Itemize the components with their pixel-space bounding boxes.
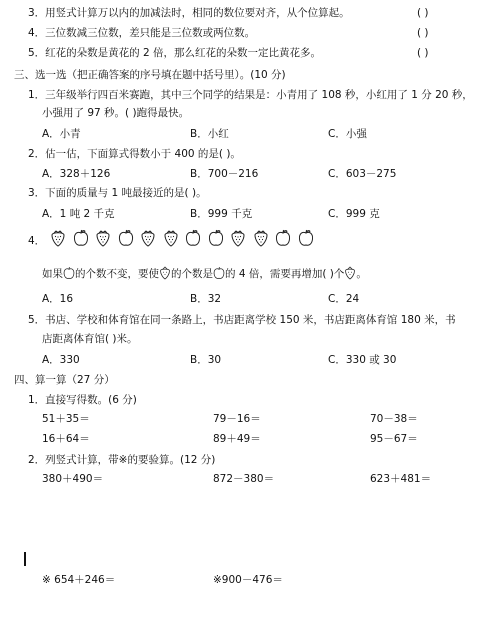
apple-icon [208,229,224,247]
apple-icon [118,229,134,247]
mc-q5-line2: 店距离体育馆( )米。 [42,333,138,345]
mc-q2-option-a[interactable]: A．328＋126 [42,168,111,180]
calc-q2-title: 2．列竖式计算，带※的要验算。(12 分) [28,454,216,466]
apple-icon [63,266,75,280]
apple-icon [275,229,291,247]
strawberry-icon [253,229,269,247]
tf-q3: 3．用竖式计算万以内的加减法时，相同的数位要对齐，从个位算起。 [28,7,350,19]
mc-q2-option-b[interactable]: B．700－216 [190,168,259,180]
calc-item[interactable]: 95－67＝ [370,433,418,445]
mc-q1-line2: 小强用了 97 秒。( )跑得最快。 [42,107,190,119]
vertical-calc-item[interactable]: 623＋481＝ [370,473,432,485]
mc-q3-option-c[interactable]: C．999 克 [328,208,380,220]
stem-part-3: 的个数是 [171,268,213,280]
mc-q5-option-b[interactable]: B．30 [190,354,222,366]
apple-icon [213,266,225,280]
apple-icon [73,229,89,247]
tf-q4-paren[interactable]: ( ) [417,27,429,39]
mc-q4-label: 4． [28,235,46,247]
mc-q3-option-a[interactable]: A．1 吨 2 千克 [42,208,115,220]
mc-q2-stem: 2．估一估，下面算式得数小于 400 的是( )。 [28,148,241,160]
mc-q4-option-c[interactable]: C．24 [328,293,360,305]
mc-q1-option-a[interactable]: A．小青 [42,128,81,140]
mc-q4-option-b[interactable]: B．32 [190,293,222,305]
calc-q1-title: 1．直接写得数。(6 分) [28,394,137,406]
calc-item[interactable]: 51＋35＝ [42,413,90,425]
vertical-calc-item[interactable]: 872－380＝ [213,473,275,485]
stem-part-4: 的 4 倍，需要再增加( )个 [225,268,345,280]
stem-part-2: 的个数不变，要使 [75,268,159,280]
strawberry-icon [230,229,246,247]
strawberry-icon [50,229,66,247]
vertical-calc-item[interactable]: 380＋490＝ [42,473,104,485]
stem-part-5: 。 [356,268,367,280]
tf-q4: 4．三位数减三位数，差只能是三位数或两位数。 [28,27,256,39]
tf-q3-paren[interactable]: ( ) [417,7,429,19]
tf-q5-paren[interactable]: ( ) [417,47,429,59]
strawberry-icon [344,266,356,280]
strawberry-icon [95,229,111,247]
mc-q4-stem [42,266,367,281]
section3-heading: 三、选一选（把正确答案的序号填在题中括号里）。(10 分) [14,69,286,81]
mc-q1-option-b[interactable]: B．小红 [190,128,229,140]
mc-q1-option-c[interactable]: C．小强 [328,128,367,140]
mc-q2-option-c[interactable]: C．603－275 [328,168,397,180]
calc-item[interactable]: 79－16＝ [213,413,261,425]
section4-heading: 四、算一算（27 分） [14,374,115,386]
apple-icon [185,229,201,247]
mc-q3-option-b[interactable]: B．999 千克 [190,208,253,220]
apple-icon [298,229,314,247]
tf-q5: 5．红花的朵数是黄花的 2 倍，那么红花的朵数一定比黄花多。 [28,47,322,59]
mc-q1-line1: 1．三年级举行四百米赛跑，其中三个同学的结果是：小青用了 108 秒，小红用了 1 分 20 秒， [28,89,473,101]
mc-q5-option-a[interactable]: A．330 [42,354,80,366]
mc-q3-stem: 3．下面的质量与 1 吨最接近的是( )。 [28,187,207,199]
calc-item[interactable]: 70－38＝ [370,413,418,425]
mc-q5-line1: 5．书店、学校和体育馆在同一条路上，书店距离学校 150 米，书店距离体育馆 180 米，书 [28,314,456,326]
mc-q4-option-a[interactable]: A．16 [42,293,74,305]
calc-item[interactable]: 16＋64＝ [42,433,90,445]
vertical-calc-item[interactable]: ※ 654＋246＝ [42,574,116,586]
vertical-calc-item[interactable]: ※900－476＝ [213,574,283,586]
strawberry-icon [163,229,179,247]
mc-q5-option-c[interactable]: C．330 或 30 [328,354,397,366]
strawberry-icon [140,229,156,247]
text-cursor [24,552,26,566]
calc-item[interactable]: 89＋49＝ [213,433,261,445]
strawberry-icon [159,266,171,280]
stem-part-1: 如果 [42,268,63,280]
